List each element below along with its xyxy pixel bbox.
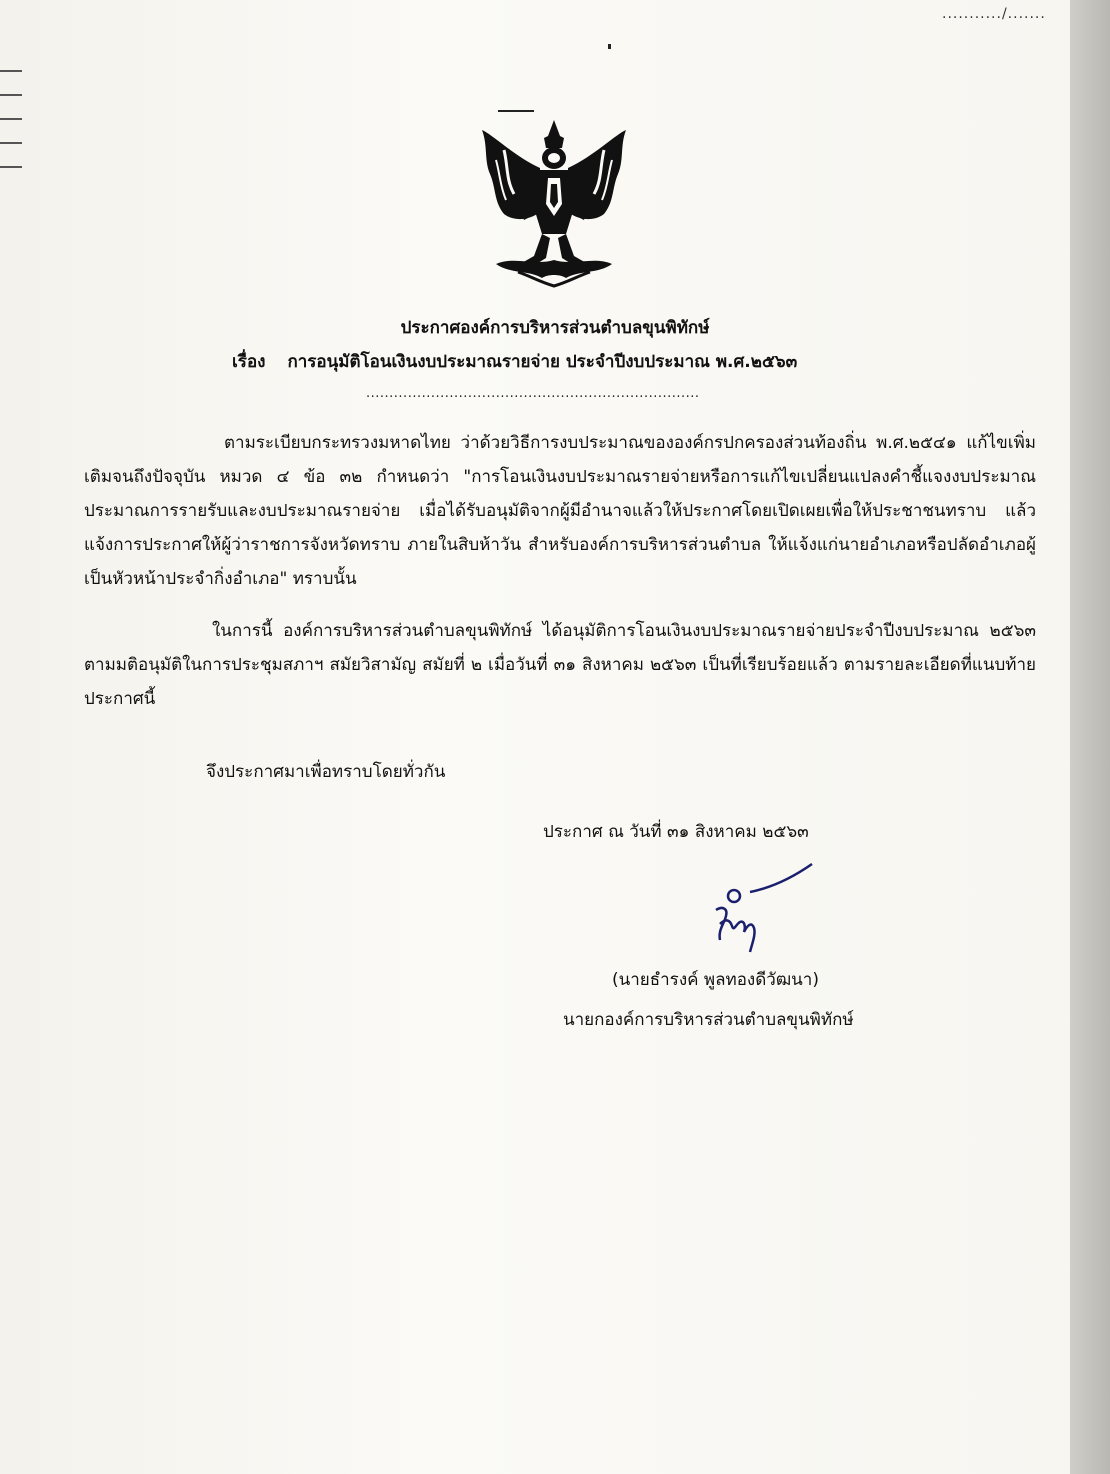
subject-text: การอนุมัติโอนเงินงบประมาณรายจ่าย ประจำปีงบประมาณ พ.ศ.๒๕๖๓ [287, 352, 798, 372]
paragraph-2-text: ในการนี้ องค์การบริหารส่วนตำบลขุนพิทักษ์ ได้อนุมัติการโอนเงินงบประมาณรายจ่ายประจำปีงบประมาณ ๒๕๖๓ ตามมติอนุมัติในการประชุมสภาฯ สมัยวิสามัญ สมัยที่ ๒ เมื่อวันที่ ๓๑ สิงหาคม ๒๕๖๓ เป็นที่เรียบร้อยแล้ว ตามรายละเอียดที่แนบท้ายประกาศนี้ [84, 621, 1036, 709]
announcement-date: ประกาศ ณ วันที่ ๓๑ สิงหาคม ๒๕๖๓ [543, 822, 809, 842]
ink-dot [608, 44, 611, 49]
body-paragraph-1 [84, 426, 1036, 596]
left-edge-marks [0, 70, 22, 190]
announcement-title: ประกาศองค์การบริหารส่วนตำบลขุนพิทักษ์ [400, 318, 710, 338]
signer-name: (นายธำรงค์ พูลทองดีวัฒนา) [612, 970, 819, 990]
paragraph-1-text: ตามระเบียบกระทรวงมหาดไทย ว่าด้วยวิธีการงบประมาณขององค์กรปกครองส่วนท้องถิ่น พ.ศ.๒๕๔๑ แก้ไขเพิ่มเติมจนถึงปัจจุบัน หมวด ๔ ข้อ ๓๒ กำหนดว่า "การโอนเงินงบประมาณรายจ่ายหรือการแก้ไขเปลี่ยนแปลงคำชี้แจงงบประมาณประมาณการรายรับและงบประมาณรายจ่าย เมื่อได้รับอนุมัติจากผู้มีอำนาจแล้วให้ประกาศโดยเปิดเผยเพื่อให้ประชาชนทราบ แล้วแจ้งการประกาศให้ผู้ว่าราชการจังหวัดทราบ ภายในสิบห้าวัน สำหรับองค์การบริหารส่วนตำบล ให้แจ้งแก่นายอำเภอหรือปลัดอำเภอผู้เป็นหัวหน้าประจำกิ่งอำเภอ" ทราบนั้น [84, 433, 1036, 589]
garuda-emblem-icon [474, 116, 634, 288]
closing-statement: จึงประกาศมาเพื่อทราบโดยทั่วกัน [206, 762, 446, 782]
subject-label: เรื่อง [232, 352, 266, 372]
handwritten-signature [700, 860, 830, 970]
emblem-top-dash [498, 110, 534, 112]
announcement-subject [232, 348, 797, 375]
signer-title: นายกองค์การบริหารส่วนตำบลขุนพิทักษ์ [563, 1010, 854, 1030]
body-paragraph-2 [84, 614, 1036, 716]
title-separator: ........................................................................ [366, 386, 700, 401]
corner-mark: .........../....... [942, 6, 1046, 22]
page-background-edge [1070, 0, 1110, 1474]
